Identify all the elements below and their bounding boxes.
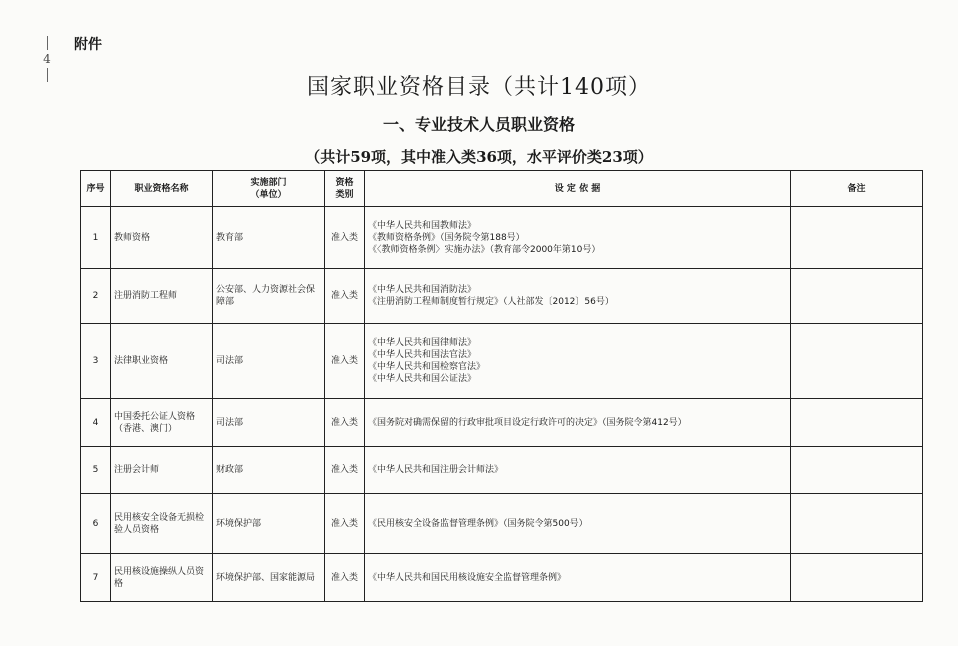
header-type [325,171,365,207]
table-row [81,269,923,324]
row-dept: 司法部 [213,399,325,447]
row-basis [365,399,791,447]
table-row [81,399,923,447]
row-type: 准入类 [325,269,365,324]
qualification-table [80,170,923,602]
basis-line: 《〈教师资格条例〉实施办法》（教育部令2000年第10号） [368,244,601,255]
header-note: 备注 [791,171,923,207]
basis-line: 《中华人民共和国教师法》 [368,220,477,231]
table-row [81,554,923,602]
row-basis [365,447,791,494]
row-name: 教师资格 [111,207,213,269]
table-row [81,324,923,399]
header-basis: 设 定 依 据 [365,171,791,207]
row-no: 1 [81,207,111,269]
basis-line: 《中华人民共和国民用核设施安全监督管理条例》 [368,572,567,583]
row-note [791,324,923,399]
row-type: 准入类 [325,207,365,269]
basis-line: 《中华人民共和国法官法》 [368,350,477,360]
basis-line: 《中华人民共和国消防法》 [368,285,477,295]
row-note [791,554,923,602]
basis-line: 《中华人民共和国公证法》 [368,374,477,384]
row-basis [365,494,791,554]
table-header-row [81,171,923,207]
basis-line: 《注册消防工程师制度暂行规定》（人社部发〔2012〕56号） [368,297,614,307]
row-basis [365,554,791,602]
row-note [791,399,923,447]
basis-line: 《国务院对确需保留的行政审批项目设定行政许可的决定》（国务院令第412号） [368,417,687,428]
row-note [791,447,923,494]
row-name: 民用核设施操纵人员资格 [111,554,213,602]
basis-line: 《教师资格条例》（国务院令第188号） [368,232,525,243]
table-row [81,207,923,269]
row-no: 7 [81,554,111,602]
row-no: 3 [81,324,111,399]
row-dept: 环境保护部 [213,494,325,554]
row-note [791,494,923,554]
row-name: 中国委托公证人资格（香港、澳门） [111,399,213,447]
row-type: 准入类 [325,399,365,447]
row-no: 5 [81,447,111,494]
page-number: 4 [43,52,51,66]
section-count: （共计59项，其中准入类36项，水平评价类23项） [305,148,653,166]
document-title: 国家职业资格目录（共计140项） [307,75,651,100]
row-dept: 教育部 [213,207,325,269]
row-no: 2 [81,269,111,324]
header-dept [213,171,325,207]
basis-line: 《中华人民共和国律师法》 [368,338,477,348]
row-name: 民用核安全设备无损检验人员资格 [111,494,213,554]
row-no: 4 [81,399,111,447]
header-type-line2: 类别 [335,189,354,200]
header-name: 职业资格名称 [111,171,213,207]
row-dept: 公安部、人力资源社会保障部 [213,269,325,324]
section-title: 一、专业技术人员职业资格 [382,115,575,134]
row-dept: 环境保护部、国家能源局 [213,554,325,602]
table-row [81,494,923,554]
margin-rule-top [47,36,48,50]
row-note [791,269,923,324]
row-dept: 财政部 [213,447,325,494]
basis-line: 《中华人民共和国检察官法》 [368,362,486,372]
row-type: 准入类 [325,447,365,494]
basis-line: 《中华人民共和国注册会计师法》 [368,465,504,475]
row-type: 准入类 [325,554,365,602]
header-no: 序号 [81,171,111,207]
row-name: 注册消防工程师 [111,269,213,324]
header-dept-line2: （单位） [250,189,287,200]
row-basis [365,207,791,269]
row-note [791,207,923,269]
row-type: 准入类 [325,324,365,399]
row-name: 法律职业资格 [111,324,213,399]
row-basis [365,269,791,324]
header-dept-line1: 实施部门 [250,177,287,188]
basis-line: 《民用核安全设备监督管理条例》（国务院令第500号） [368,518,588,529]
attachment-label: 附件 [74,37,102,53]
row-dept: 司法部 [213,324,325,399]
table-row [81,447,923,494]
row-basis [365,324,791,399]
row-name: 注册会计师 [111,447,213,494]
row-no: 6 [81,494,111,554]
header-type-line1: 资格 [335,177,354,188]
row-type: 准入类 [325,494,365,554]
